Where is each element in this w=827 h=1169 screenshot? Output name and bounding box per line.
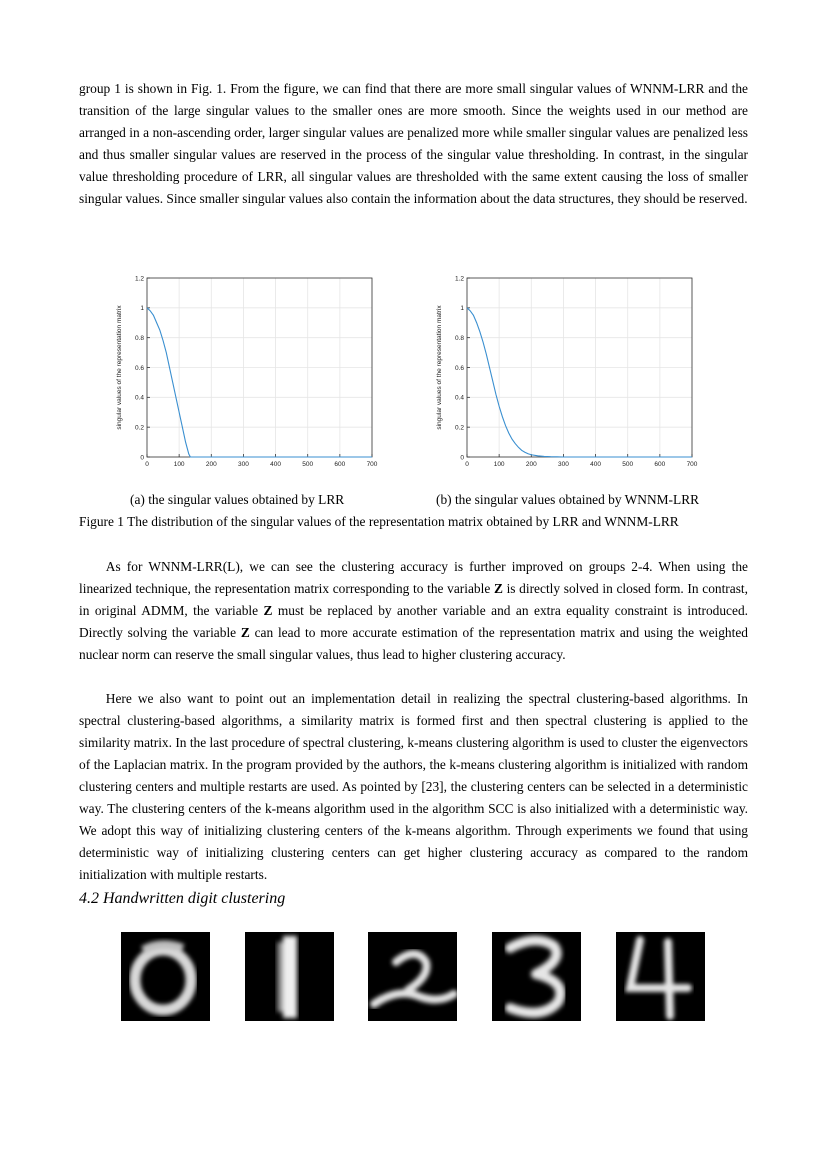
digit-image-0 [121, 932, 210, 1021]
x-tick-label: 400 [270, 461, 282, 468]
variable-z: Z [240, 625, 250, 640]
chart-lrr [108, 268, 388, 483]
y-tick-label: 1 [460, 305, 464, 313]
body-paragraph-2 [79, 556, 748, 666]
x-tick-label: 300 [237, 461, 249, 468]
digit-image-2 [368, 932, 457, 1021]
x-tick-label: 600 [334, 461, 346, 468]
chart-wnnm-lrr [428, 268, 708, 483]
x-tick-label: 600 [654, 461, 666, 468]
y-tick-label: 1 [140, 305, 144, 313]
p2-text-3: must be replaced by another variable and an extra equality constraint is introduced. Directly solving the variable [79, 603, 748, 640]
variable-z: Z [493, 581, 503, 596]
section-heading: 4.2 Handwritten digit clustering [79, 890, 286, 907]
x-tick-label: 200 [205, 461, 217, 468]
x-tick-label: 700 [686, 461, 698, 468]
x-tick-label: 0 [465, 461, 469, 468]
variable-z: Z [263, 603, 273, 618]
x-tick-label: 700 [366, 461, 378, 468]
y-tick-label: 0.6 [134, 364, 144, 372]
y-tick-label: 1.2 [454, 275, 464, 283]
y-tick-label: 1.2 [134, 275, 144, 283]
y-tick-label: 0.4 [134, 394, 144, 402]
y-tick-label: 0.4 [454, 394, 464, 402]
y-tick-label: 0.2 [454, 424, 464, 432]
y-tick-label: 0.6 [454, 364, 464, 372]
x-tick-label: 0 [145, 461, 149, 468]
x-tick-label: 100 [173, 461, 185, 468]
y-tick-label: 0 [460, 454, 464, 462]
body-paragraph-1: group 1 is shown in Fig. 1. From the figure, we can find that there are more small singular values of WNNM-LRR and the transition of the large singular values to the smaller ones are more smooth. Since the weights used in our method are arranged in a non-ascending order, larger singular values are penalized more while smaller singular values are penalized less and thus smaller singular values are reserved in the process of the singular value thresholding. In contrast, in the singular value thresholding procedure of LRR, all singular values are thresholded with the same extent causing the loss of smaller singular values. Since smaller singular values also contain the information about the data structures, they should be reserved. [79, 81, 748, 206]
y-tick-label: 0 [140, 454, 144, 462]
subcaption-a: (a) the singular values obtained by LRR [130, 492, 345, 507]
chart-lrr-svg [108, 268, 388, 478]
figure-caption: Figure 1 The distribution of the singular values of the representation matrix obtained by LRR and WNNM-LRR [79, 514, 679, 529]
x-tick-label: 100 [493, 461, 505, 468]
digit-image-4 [616, 932, 705, 1021]
y-axis-label: singular values of the representation matrix [116, 305, 123, 430]
digit-image-3 [492, 932, 581, 1021]
body-paragraph-3: Here we also want to point out an implementation detail in realizing the spectral clustering-based algorithms. In spectral clustering-based algorithms, a similarity matrix is formed first and then spectral clustering is applied to the similarity matrix. In the last procedure of spectral clustering, k-means clustering algorithm is used to cluster the eigenvectors of the Laplacian matrix. In the program provided by the authors, the k-means clustering algorithm is initialized with random clustering centers and multiple restarts are used. As pointed by [23], the clustering centers can be selected in a deterministic way. The clustering centers of the k-means algorithm used in the algorithm SCC is also initialized with a deterministic way. We adopt this way of initializing clustering centers of the k-means algorithm. Through experiments we found that using deterministic way of initializing clustering centers can get higher clustering accuracy as compared to the random initialization with multiple restarts. [79, 691, 748, 882]
p2-text-2: is directly solved in closed form. In contrast, in original ADMM, the variable [79, 581, 748, 618]
x-tick-label: 200 [525, 461, 537, 468]
y-tick-label: 0.8 [134, 334, 144, 342]
digit-image-1 [245, 932, 334, 1021]
p2-text-4: can lead to more accurate estimation of the representation matrix and using the weighted nuclear norm can reserve the small singular values, thus lead to higher clustering accuracy. [79, 625, 748, 662]
chart-wnnm-lrr-svg [428, 268, 708, 478]
y-tick-label: 0.2 [134, 424, 144, 432]
y-axis-label: singular values of the representation matrix [436, 305, 443, 430]
y-tick-label: 0.8 [454, 334, 464, 342]
x-tick-label: 500 [302, 461, 314, 468]
x-tick-label: 500 [622, 461, 634, 468]
x-tick-label: 300 [557, 461, 569, 468]
x-tick-label: 400 [590, 461, 602, 468]
subcaption-b: (b) the singular values obtained by WNNM-LRR [436, 492, 700, 507]
p2-text-1: As for WNNM-LRR(L), we can see the clustering accuracy is further improved on groups 2-4. When using the linearized technique, the representation matrix corresponding to the variable [79, 559, 748, 596]
